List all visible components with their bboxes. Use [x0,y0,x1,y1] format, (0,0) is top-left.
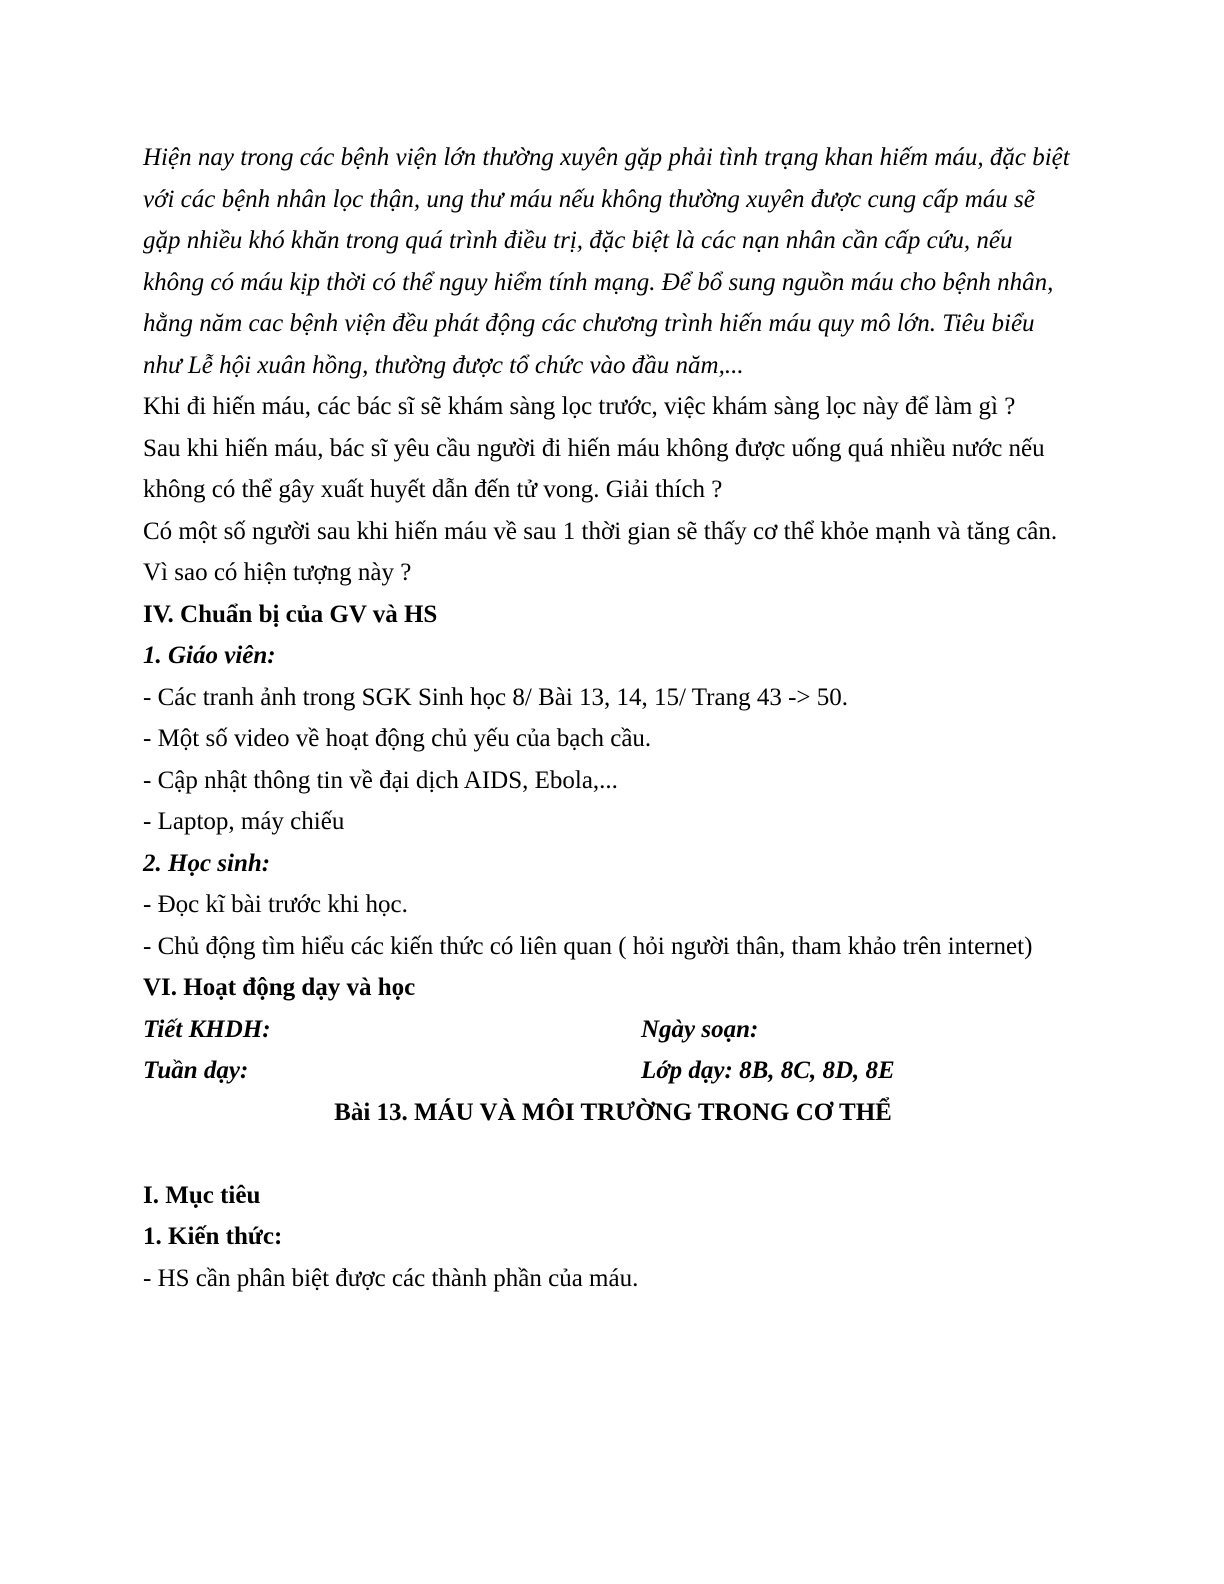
teacher-item: - Các tranh ảnh trong SGK Sinh học 8/ Bài 13, 14, 15/ Trang 43 -> 50. [143,683,849,711]
knowledge-item: - HS cần phân biệt được các thành phần của máu. [143,1264,639,1292]
tiet-khdh-label: Tiết KHDH: [143,1015,271,1043]
teacher-item: - Laptop, máy chiếu [143,808,345,835]
student-item: - Chủ động tìm hiểu các kiến thức có liên quan ( hỏi người thân, tham khảo trên internet) [143,932,1033,960]
blank-line [143,1133,1073,1175]
question-3: Có một số người sau khi hiến máu về sau 1 thời gian sẽ thấy cơ thể khỏe mạnh và tăng cân. Vì sao có hiện tượng này ? [143,517,1058,586]
lop-day-label: Lớp dạy: 8B, 8C, 8D, 8E [641,1057,895,1084]
lesson-title: Bài 13. MÁU VÀ MÔI TRƯỜNG TRONG CƠ THỂ [334,1098,892,1126]
knowledge-heading: 1. Kiến thức: [143,1223,283,1250]
question-2: Sau khi hiến máu, bác sĩ yêu cầu người đi hiến máu không được uống quá nhiều nước nếu không có thể gây xuất huyết dẫn đến tử vong. Giải thích ? [143,434,1045,503]
section-heading-activities: VI. Hoạt động dạy và học [143,974,416,1001]
intro-paragraph: Hiện nay trong các bệnh viện lớn thường xuyên gặp phải tình trạng khan hiếm máu, đặc biệt với các bệnh nhân lọc thận, ung thư máu nếu không thường xuyên được cung cấp máu sẽ gặp nhiều khó khăn trong quá trình điều trị, đặc biệt là các nạn nhân cần cấp cứu, nếu không có máu kịp thời có thể nguy hiểm tính mạng. Để bổ sung nguồn máu cho bệnh nhân, hằng năm cac bệnh viện đều phát động các chương trình hiến máu quy mô lớn. Tiêu biểu như Lễ hội xuân hồng, thường được tổ chức vào đầu năm,... [143,144,1070,379]
tuan-day-label: Tuần dạy: [143,1057,249,1084]
student-heading: 2. Học sinh: [143,849,271,877]
section-heading-prep: IV. Chuẩn bị của GV và HS [143,600,438,628]
meta-row-1 [143,1009,1073,1051]
meta-row-2 [143,1050,1073,1092]
document-page [143,137,1073,1299]
teacher-item: - Một số video về hoạt động chủ yếu của bạch cầu. [143,725,652,752]
ngay-soan-label: Ngày soạn: [641,1015,759,1043]
teacher-heading: 1. Giáo viên: [143,642,276,669]
question-1: Khi đi hiến máu, các bác sĩ sẽ khám sàng lọc trước, việc khám sàng lọc này để làm gì ? [143,393,1016,420]
teacher-item: - Cập nhật thông tin về đại dịch AIDS, Ebola,... [143,766,618,794]
student-item: - Đọc kĩ bài trước khi học. [143,891,408,918]
objectives-heading: I. Mục tiêu [143,1181,261,1209]
